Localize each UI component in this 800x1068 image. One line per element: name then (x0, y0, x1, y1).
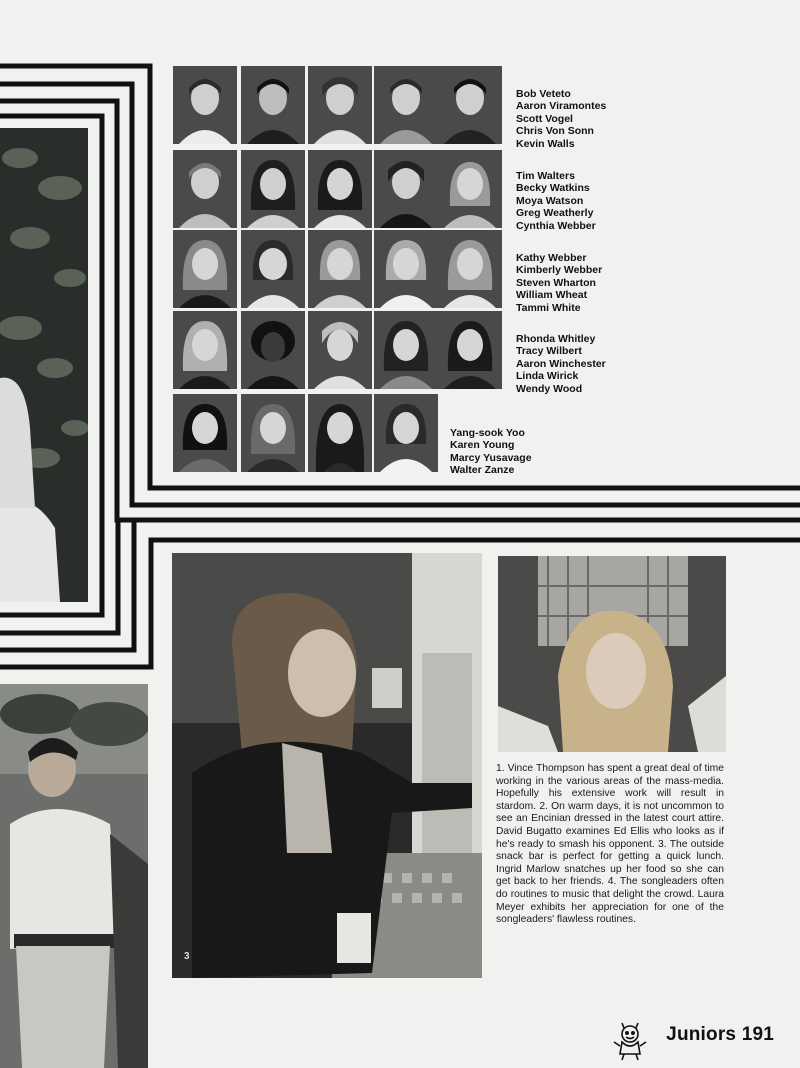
student-name: Walter Zanze (450, 464, 515, 477)
student-name: Chris Von Sonn (516, 125, 594, 138)
student-portrait (308, 394, 372, 472)
name-list (450, 427, 532, 477)
student-name: William Wheat (516, 289, 588, 302)
student-name: Aaron Viramontes (516, 100, 607, 113)
student-portrait (308, 230, 372, 308)
student-name: Moya Watson (516, 194, 584, 207)
student-portrait (374, 394, 438, 472)
student-portrait (438, 230, 502, 308)
name-list (516, 88, 606, 150)
student-name: Karen Young (450, 439, 515, 452)
student-name: Kevin Walls (516, 137, 575, 150)
student-portrait (241, 230, 305, 308)
student-name: Scott Vogel (516, 112, 573, 125)
name-list (516, 170, 596, 232)
student-portrait (241, 394, 305, 472)
student-name: Wendy Wood (516, 382, 583, 395)
page-footer (666, 1024, 774, 1046)
student-portrait (308, 66, 372, 144)
student-portrait (438, 311, 502, 389)
student-name: Yang-sook Yoo (450, 427, 525, 439)
student-name: Tammi White (516, 301, 581, 314)
student-name: Marcy Yusavage (450, 451, 532, 464)
student-name: Tracy Wilbert (516, 345, 582, 358)
snack-bar-photo (172, 553, 482, 978)
student-portrait (374, 230, 438, 308)
student-portrait (374, 311, 438, 389)
student-portrait (308, 150, 372, 228)
man-outdoor-photo (0, 684, 148, 1068)
student-portrait (374, 150, 438, 228)
student-portrait (308, 311, 372, 389)
photo-caption: 1. Vince Thompson has spent a great deal of time working in the various areas of the mass-media. Hopefully his extensive work will result in stardom. 2. On warm days, it is not uncommon to see an Encinian dressed in the latest court attire. David Bugatto examines Ed Ellis who looks as if he's ready to smash his opponent. 3. The outside snack bar is perfect for getting a quick lunch. Ingrid Marlow snatches up her food so she can get back to her friends. 4. The songleaders often do routines to music that delight the crowd. Laura Meyer exhibits her appreciation for one of the songleaders' flawless routines. (496, 763, 724, 926)
student-name: Bob Veteto (516, 88, 571, 100)
student-name: Greg Weatherly (516, 207, 594, 220)
student-portrait (374, 66, 438, 144)
student-portrait (173, 230, 237, 308)
section-title: Juniors (666, 1024, 737, 1045)
student-portrait (173, 66, 237, 144)
cartoon-mascot-icon (612, 1022, 648, 1062)
songleader-photo (498, 556, 726, 752)
student-name: Aaron Winchester (516, 357, 606, 370)
student-name: Becky Watkins (516, 182, 590, 195)
name-list (516, 252, 602, 314)
student-portrait (173, 394, 237, 472)
page-number: 191 (741, 1024, 774, 1045)
student-name: Steven Wharton (516, 276, 596, 289)
student-portrait (241, 150, 305, 228)
student-portrait (241, 311, 305, 389)
photo-number: 3 (184, 951, 190, 962)
student-portrait (173, 311, 237, 389)
student-portrait (241, 66, 305, 144)
student-name: Rhonda Whitley (516, 333, 596, 345)
student-name: Cynthia Webber (516, 219, 596, 232)
student-name: Linda Wirick (516, 370, 579, 383)
name-list (516, 333, 606, 395)
student-portrait (438, 66, 502, 144)
student-portrait (173, 150, 237, 228)
student-name: Kathy Webber (516, 252, 587, 264)
student-portrait (438, 150, 502, 228)
student-name: Kimberly Webber (516, 264, 603, 277)
left-tree-photo (0, 128, 88, 602)
student-name: Tim Walters (516, 170, 575, 182)
